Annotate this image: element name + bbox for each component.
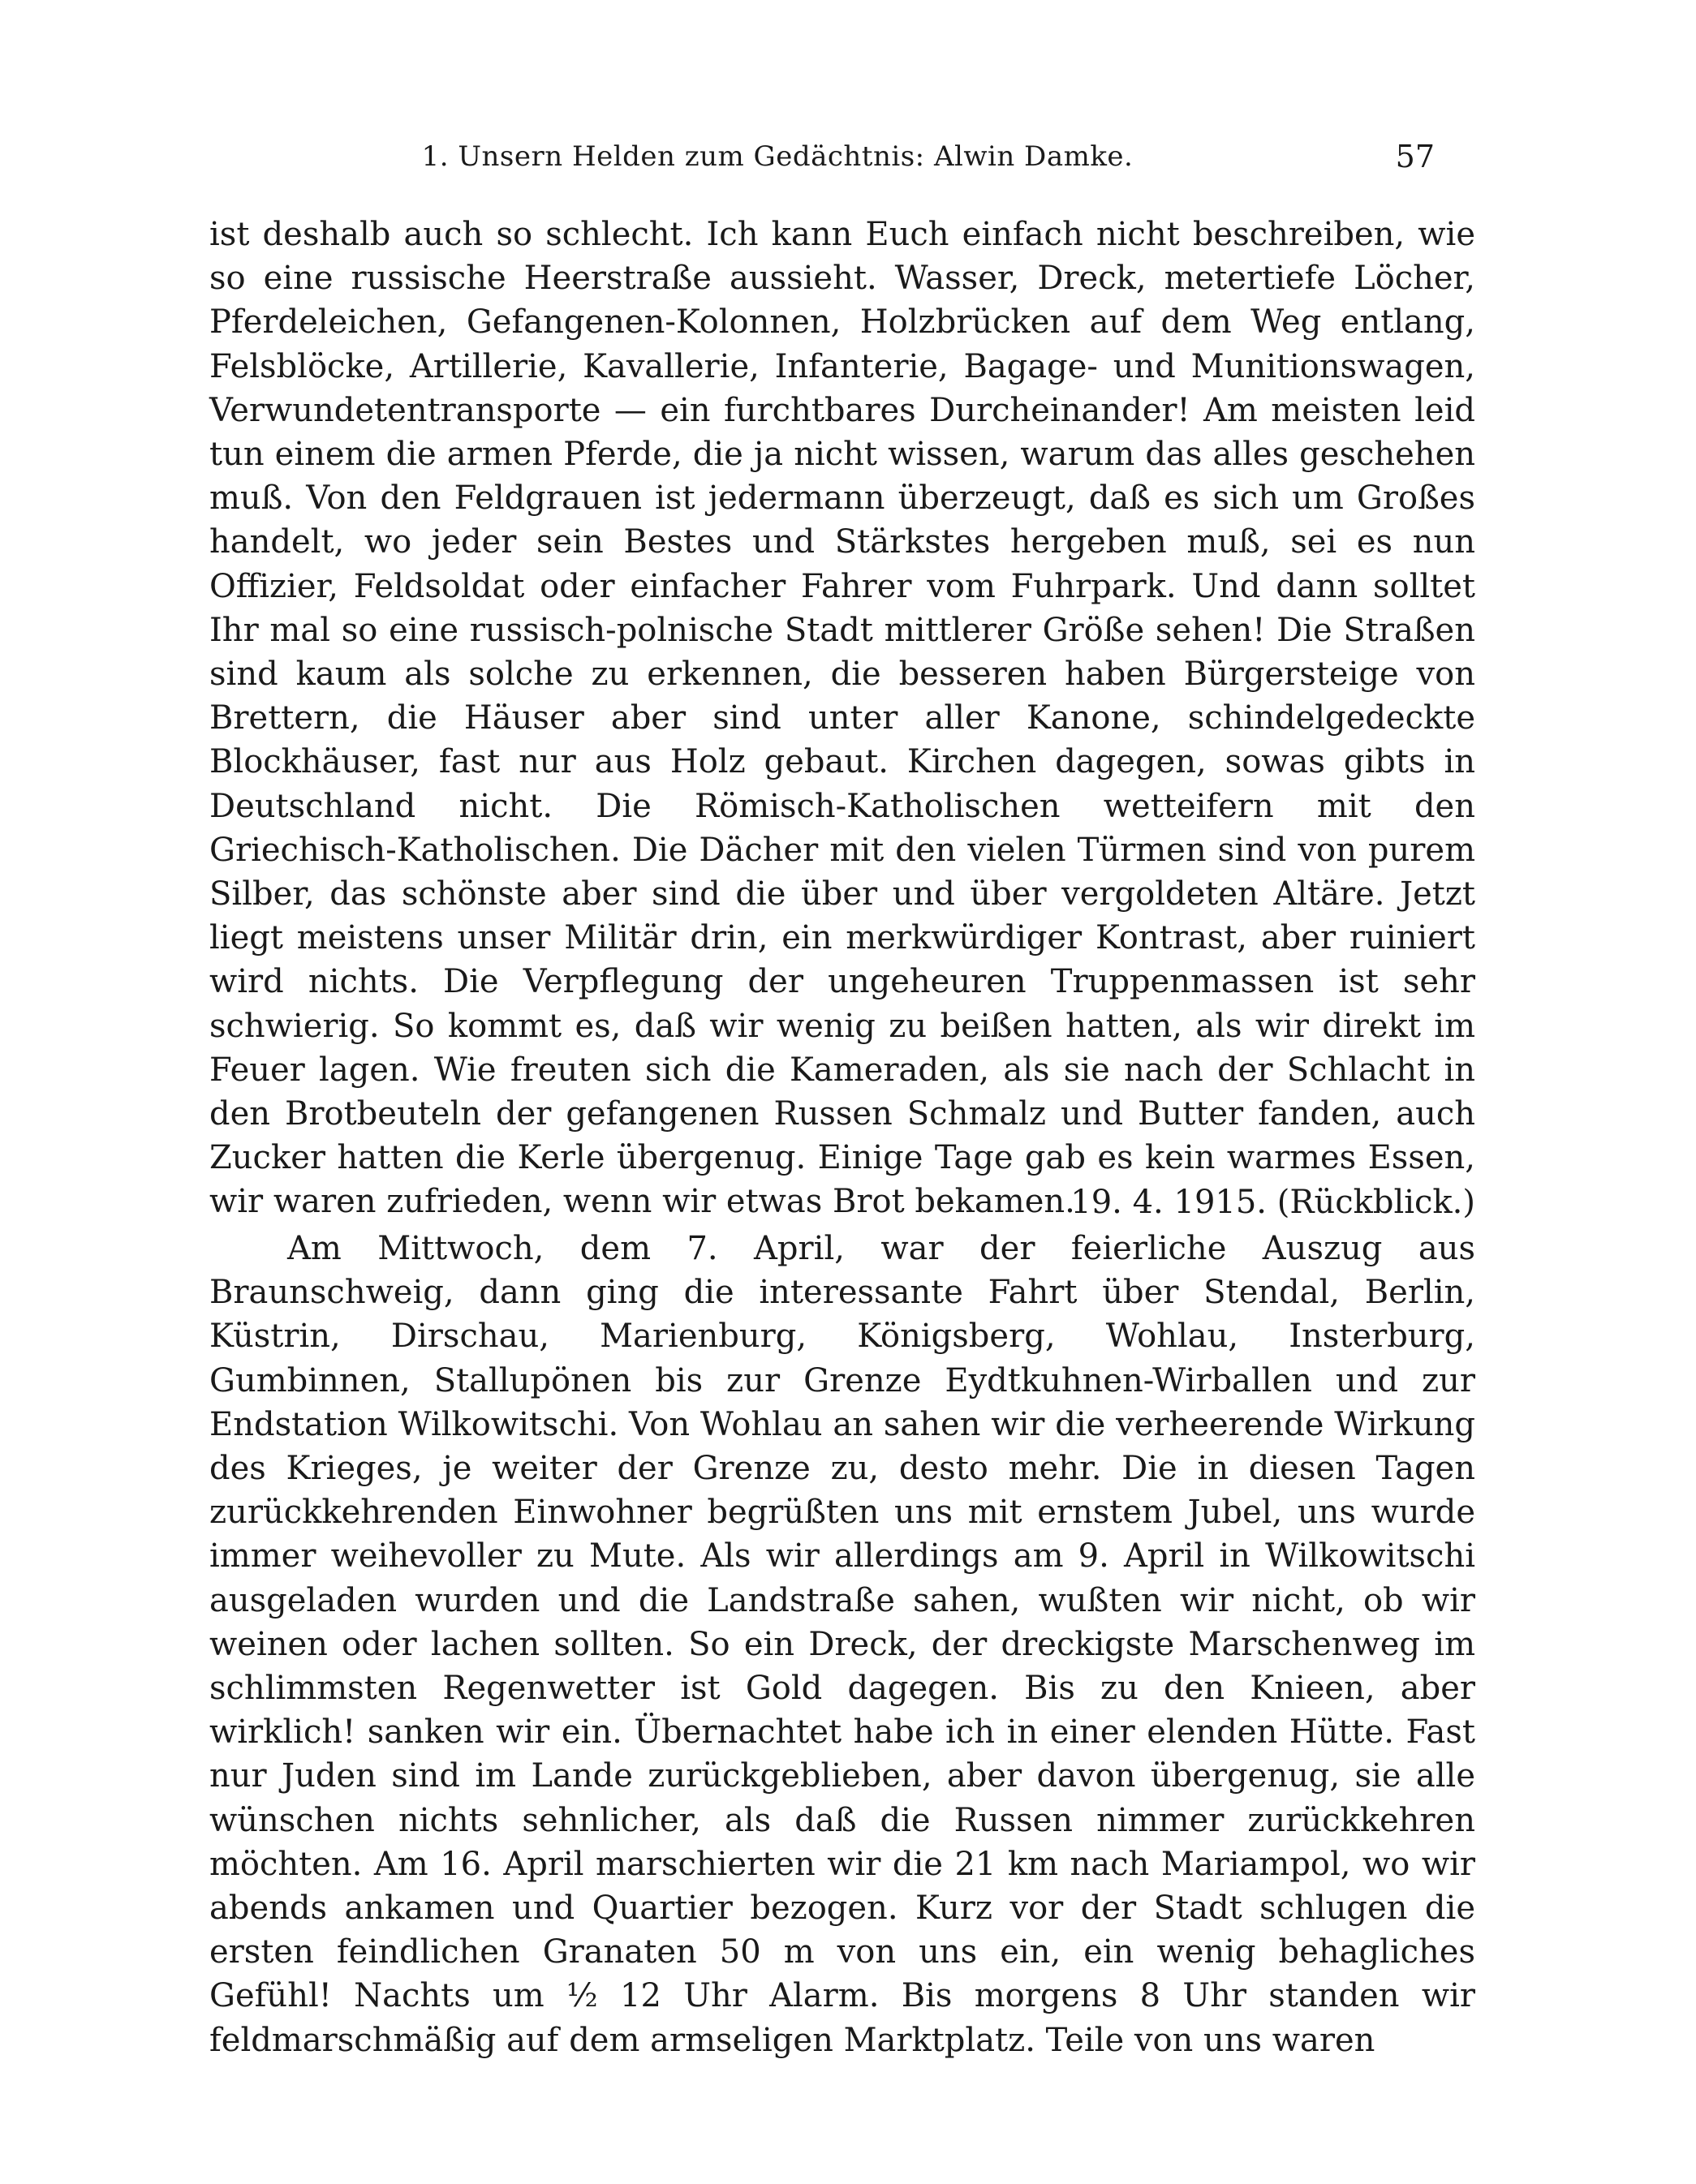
running-title: 1. Unsern Helden zum Gedächtnis: Alwin Damke. <box>421 140 1134 173</box>
date-heading: 19. 4. 1915. (Rückblick.) <box>1070 1184 1475 1221</box>
body-text-section-2 <box>209 1227 1475 2062</box>
paragraph: ist deshalb auch so schlecht. Ich kann Euch einfach nicht beschreiben, wie so eine russische Heerstraße aussieht. Wasser, Dreck, metertiefe Löcher, Pferdeleichen, Gefangenen-Kolonnen, Holzbrücken auf dem Weg entlang, Felsblöcke, Artillerie, Kavallerie, Infanterie, Bagage- und Munitionswagen, Verwundetentransporte — ein furchtbares Durcheinander! Am meisten leid tun einem die armen Pferde, die ja nicht wissen, warum das alles geschehen muß. Von den Feldgrauen ist jedermann überzeugt, daß es sich um Großes handelt, wo jeder sein Bestes und Stärkstes hergeben muß, sei es nun Offizier, Feldsoldat oder einfacher Fahrer vom Fuhrpark. Und dann solltet Ihr mal so eine russisch-polnische Stadt mittlerer Größe sehen! Die Straßen sind kaum als solche zu erkennen, die besseren haben Bürgersteige von Brettern, die Häuser aber sind unter aller Kanone, schindelgedeckte Blockhäuser, fast nur aus Holz gebaut. Kirchen dagegen, sowas gibts in Deutschland nicht. Die Römisch-Katholischen wetteifern mit den Griechisch-Katholischen. Die Dächer mit den vielen Türmen sind von purem Silber, das schönste aber sind die über und über vergoldeten Altäre. Jetzt liegt meistens unser Militär drin, ein merkwürdiger Kontrast, aber ruiniert wird nichts. Die Verpflegung der ungeheuren Truppenmassen ist sehr schwierig. So kommt es, daß wir wenig zu beißen hatten, als wir direkt im Feuer lagen. Wie freuten sich die Kameraden, als sie nach der Schlacht in den Brotbeuteln der gefangenen Russen Schmalz und Butter fanden, auch Zucker hatten die Kerle übergenug. Einige Tage gab es kein warmes Essen, wir waren zufrieden, wenn wir etwas Brot bekamen. <box>209 216 1475 1221</box>
page-number: 57 <box>1395 139 1435 174</box>
body-text-section-1 <box>209 213 1475 1224</box>
running-header <box>209 136 1435 177</box>
paragraph: Am Mittwoch, dem 7. April, war der feierliche Auszug aus Braunschweig, dann ging die interessante Fahrt über Stendal, Berlin, Küstrin, Dirschau, Marienburg, Königsberg, Wohlau, Insterburg, Gumbinnen, Stallupönen bis zur Grenze Eydtkuhnen-Wirballen und zur Endstation Wilkowitschi. Von Wohlau an sahen wir die verheerende Wirkung des Krieges, je weiter der Grenze zu, desto mehr. Die in diesen Tagen zurückkehrenden Einwohner begrüßten uns mit ernstem Jubel, uns wurde immer weihevoller zu Mute. Als wir allerdings am 9. April in Wilkowitschi ausgeladen wurden und die Landstraße sahen, wußten wir nicht, ob wir weinen oder lachen sollten. So ein Dreck, der dreckigste Marschenweg im schlimmsten Regenwetter ist Gold dagegen. Bis zu den Knieen, aber wirklich! sanken wir ein. Übernachtet habe ich in einer elenden Hütte. Fast nur Juden sind im Lande zurückgeblieben, aber davon übergenug, sie alle wünschen nichts sehnlicher, als daß die Russen nimmer zurückkehren möchten. Am 16. April marschierten wir die 21 km nach Mariampol, wo wir abends ankamen und Quartier bezogen. Kurz vor der Stadt schlugen die ersten feindlichen Granaten 50 m von uns ein, ein wenig behagliches Gefühl! Nachts um ½ 12 Uhr Alarm. Bis morgens 8 Uhr standen wir feldmarschmäßig auf dem armseligen Marktplatz. Teile von uns waren <box>209 1230 1475 2059</box>
